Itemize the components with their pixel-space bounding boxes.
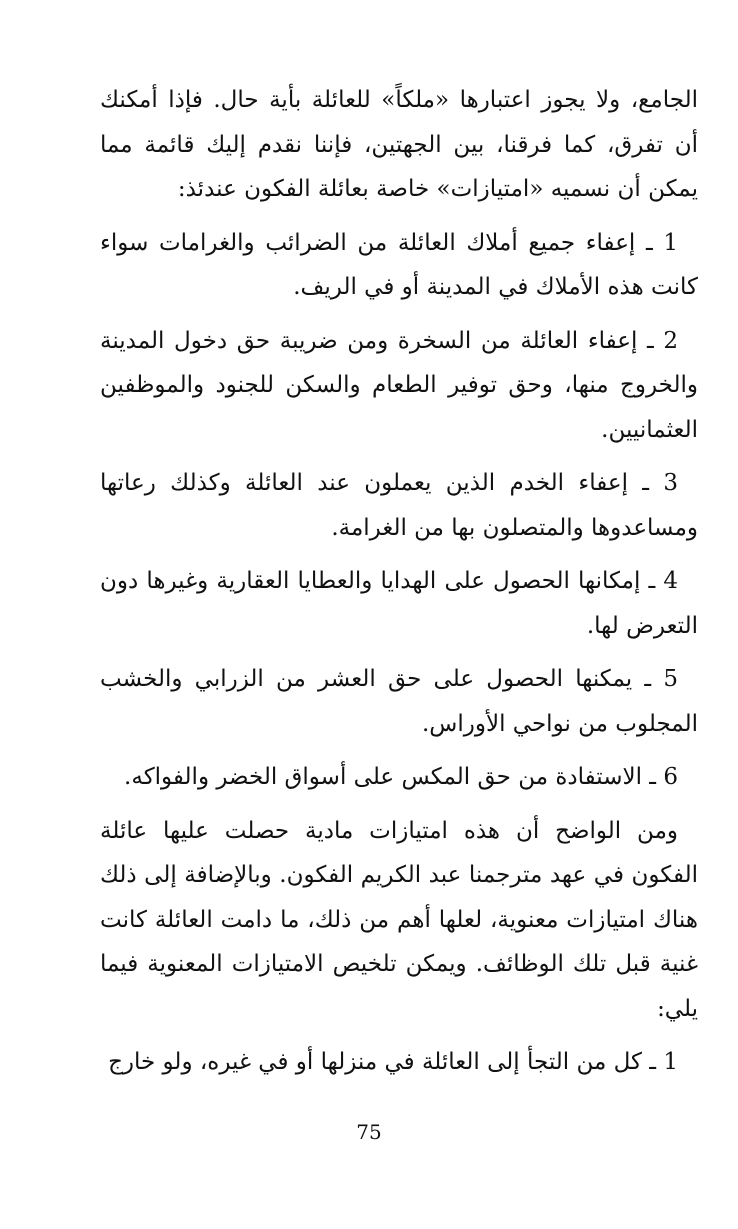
- list-item-2: 2 ـ إعفاء العائلة من السخرة ومن ضريبة حق دخول المدينة والخروج منها، وحق توفير الطعام والسكن للجنود والموظفين العثمانيين.: [100, 327, 698, 443]
- paragraph-moral-privileges: ومن الواضح أن هذه امتيازات مادية حصلت عليها عائلة الفكون في عهد مترجمنا عبد الكريم الفكون. وبالإضافة إلى ذلك هناك امتيازات معنوية، لعلها أهم من ذلك، ما دامت العائلة كانت غنية قبل تلك الوظائف. ويمكن تلخيص الامتيازات المعنوية فيما يلي:: [100, 817, 698, 1022]
- list-item-moral-1: 1 ـ كل من التجأ إلى العائلة في منزلها أو في غيره، ولو خارج: [108, 1049, 678, 1075]
- list-item-3: 3 ـ إعفاء الخدم الذين يعملون عند العائلة وكذلك رعاتها ومساعدوها والمتصلون بها من الغرامة.: [100, 470, 698, 541]
- list-item-4: 4 ـ إمكانها الحصول على الهدايا والعطايا العقارية وغيرها دون التعرض لها.: [100, 568, 698, 639]
- list-item-1: 1 ـ إعفاء جميع أملاك العائلة من الضرائب والغرامات سواء كانت هذه الأملاك في المدينة أو في الريف.: [100, 229, 698, 300]
- body-text: [100, 78, 698, 1085]
- list-item-5: 5 ـ يمكنها الحصول على حق العشر من الزرابي والخشب المجلوب من نواحي الأوراس.: [100, 666, 698, 737]
- paragraph-intro: الجامع، ولا يجوز اعتبارها «ملكاً» للعائلة بأية حال. فإذا أمكنك أن تفرق، كما فرقنا، بين الجهتين، فإننا نقدم إليك قائمة مما يمكن أن نسميه «امتيازات» خاصة بعائلة الفكون عندئذ:: [100, 87, 698, 202]
- page-number: 75: [356, 1120, 382, 1144]
- list-item-6: 6 ـ الاستفادة من حق المكس على أسواق الخضر والفواكه.: [124, 764, 678, 790]
